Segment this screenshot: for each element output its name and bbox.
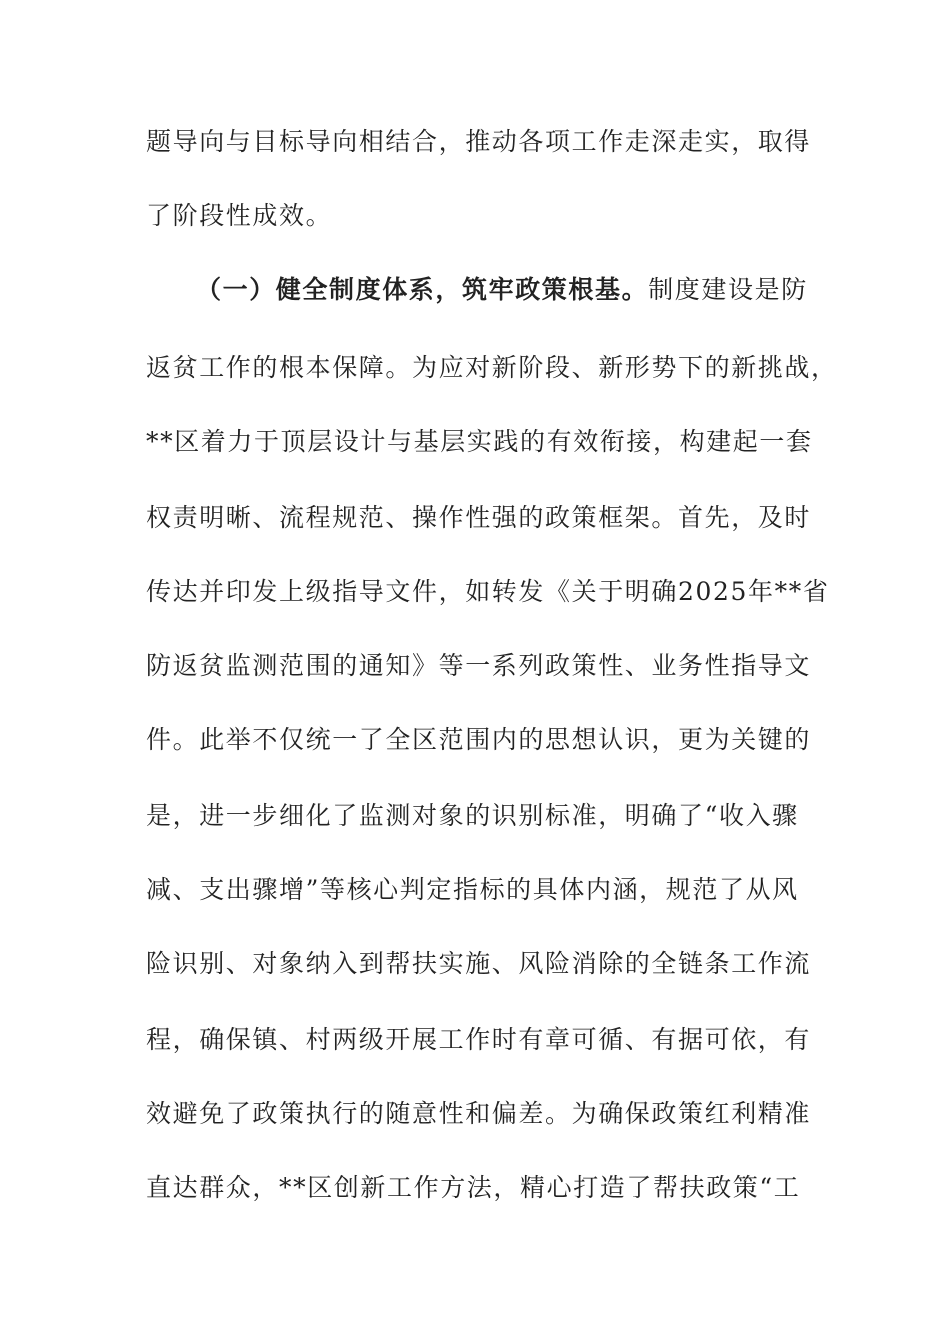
paragraph-line: 程，确保镇、村两级开展工作时有章可循、有据可依，有: [146, 1025, 812, 1054]
paragraph-line: 返贫工作的根本保障。为应对新阶段、新形势下的新挑战，: [146, 353, 838, 382]
paragraph-line: 了阶段性成效。: [146, 201, 333, 230]
paragraph-line: 直达群众，**区创新工作方法，精心打造了帮扶政策“工: [146, 1173, 801, 1202]
paragraph-line: **区着力于顶层设计与基层实践的有效衔接，构建起一套: [146, 427, 813, 456]
paragraph-line: 题导向与目标导向相结合，推动各项工作走深走实，取得: [146, 127, 812, 156]
section-heading: （一）健全制度体系，筑牢政策根基。: [196, 275, 649, 304]
paragraph-line: 件。此举不仅统一了全区范围内的思想认识，更为关键的: [146, 725, 812, 754]
paragraph-line: 防返贫监测范围的通知》等一系列政策性、业务性指导文: [146, 651, 812, 680]
paragraph-line: 减、支出骤增”等核心判定指标的具体内涵，规范了从风: [146, 875, 799, 904]
paragraph-line: 效避免了政策执行的随意性和偏差。为确保政策红利精准: [146, 1099, 812, 1128]
paragraph-line: 险识别、对象纳入到帮扶实施、风险消除的全链条工作流: [146, 949, 812, 978]
paragraph-line: 传达并印发上级指导文件，如转发《关于明确2025年**省: [146, 577, 830, 606]
paragraph-line: 是，进一步细化了监测对象的识别标准，明确了“收入骤: [146, 801, 799, 830]
paragraph-line: 权责明晰、流程规范、操作性强的政策框架。首先，及时: [146, 503, 812, 532]
paragraph-text: 制度建设是防: [648, 275, 808, 304]
section-heading-line: [196, 270, 856, 310]
